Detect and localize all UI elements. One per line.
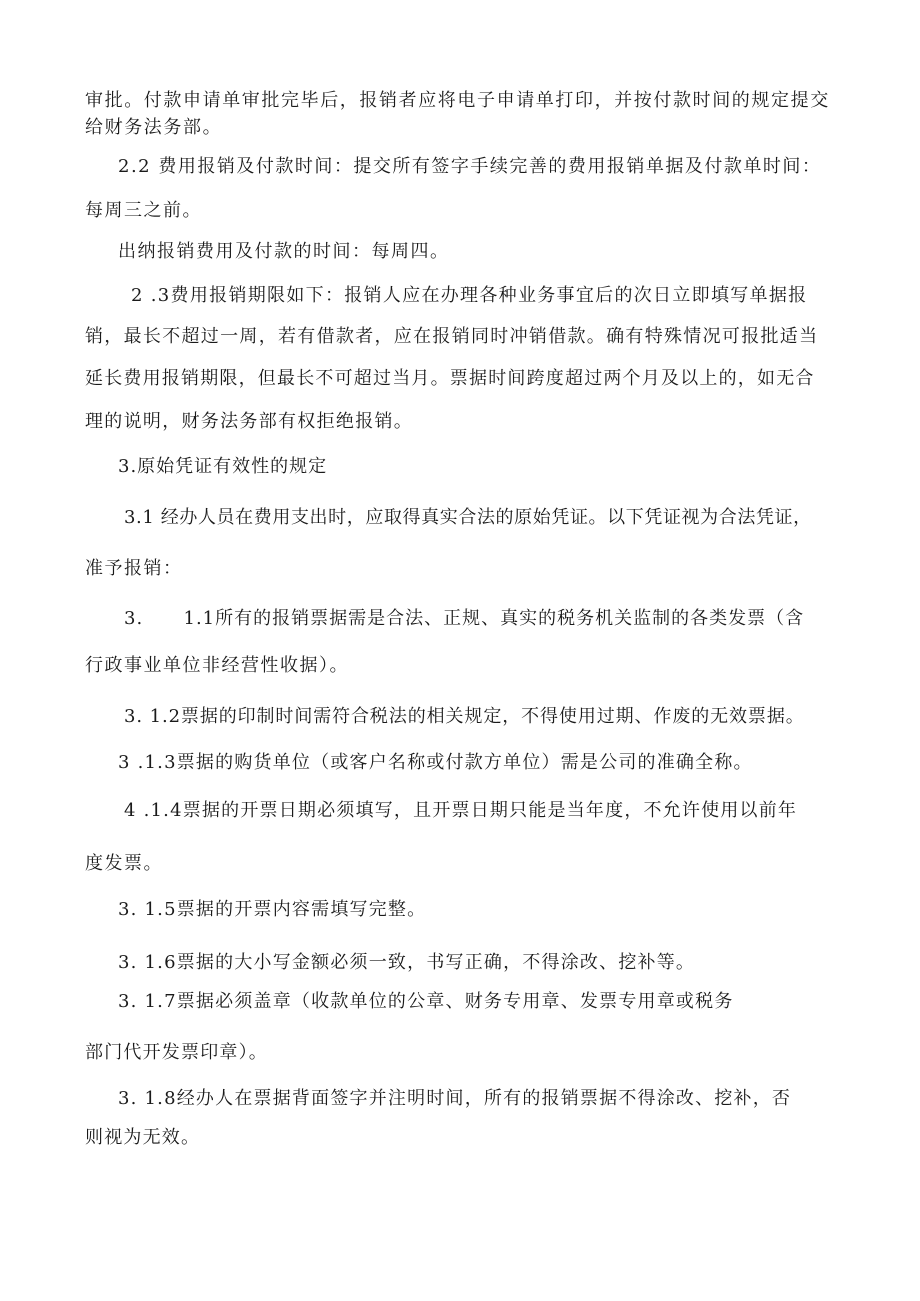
text-line: 给财务法务部。 xyxy=(85,117,223,138)
text-line: 3. 1.6票据的大小写金额必须一致，书写正确，不得涂改、挖补等。 xyxy=(118,952,696,973)
text-line: 延长费用报销期限，但最长不可超过当月。票据时间跨度超过两个月及以上的，如无合 xyxy=(85,368,815,389)
text-line: 理的说明，财务法务部有权拒绝报销。 xyxy=(85,411,414,432)
text-line: 3. 1.2票据的印制时间需符合税法的相关规定，不得使用过期、作废的无效票据。 xyxy=(124,706,805,727)
text-line: 销，最长不超过一周，若有借款者，应在报销同时冲销借款。确有特殊情况可报批适当 xyxy=(85,326,819,347)
text-line: 则视为无效。 xyxy=(85,1127,201,1148)
text-line: 3. 1.7票据必须盖章（收款单位的公章、财务专用章、发票专用章或税务 xyxy=(118,991,734,1012)
text-line: 3. 1.5票据的开票内容需填写完整。 xyxy=(118,899,427,920)
text-line: 准予报销： xyxy=(85,558,183,579)
text-line: 行政事业单位非经营性收据）。 xyxy=(85,655,349,676)
text-line: 3. 1.8经办人在票据背面签字并注明时间，所有的报销票据不得涂改、挖补，否 xyxy=(118,1088,792,1109)
text-line: 部门代开发票印章）。 xyxy=(85,1042,268,1063)
section-heading: 3.原始凭证有效性的规定 xyxy=(118,456,328,477)
text-line: 3 .1.3票据的购货单位（或客户名称或付款方单位）需是公司的准确全称。 xyxy=(118,752,753,773)
text-line: 度发票。 xyxy=(85,853,163,874)
text-line: 2.2 费用报销及付款时间：提交所有签字手续完善的费用报销单据及付款单时间： xyxy=(118,156,822,177)
text-line: 出纳报销费用及付款的时间：每周四。 xyxy=(118,241,450,262)
text-line: 3. 1.1所有的报销票据需是合法、正规、真实的税务机关监制的各类发票（含 xyxy=(124,608,805,629)
text-line: 2 .3费用报销期限如下：报销人应在办理各种业务事宜后的次日立即填写单据报 xyxy=(131,285,808,306)
text-line: 审批。付款申请单审批完毕后，报销者应将电子申请单打印，并按付款时间的规定提交 xyxy=(85,90,830,111)
text-line: 4 .1.4票据的开票日期必须填写，且开票日期只能是当年度，不允许使用以前年 xyxy=(124,800,798,821)
text-line: 3.1 经办人员在费用支出时，应取得真实合法的原始凭证。以下凭证视为合法凭证， xyxy=(124,507,812,528)
text-line: 每周三之前。 xyxy=(85,200,202,221)
